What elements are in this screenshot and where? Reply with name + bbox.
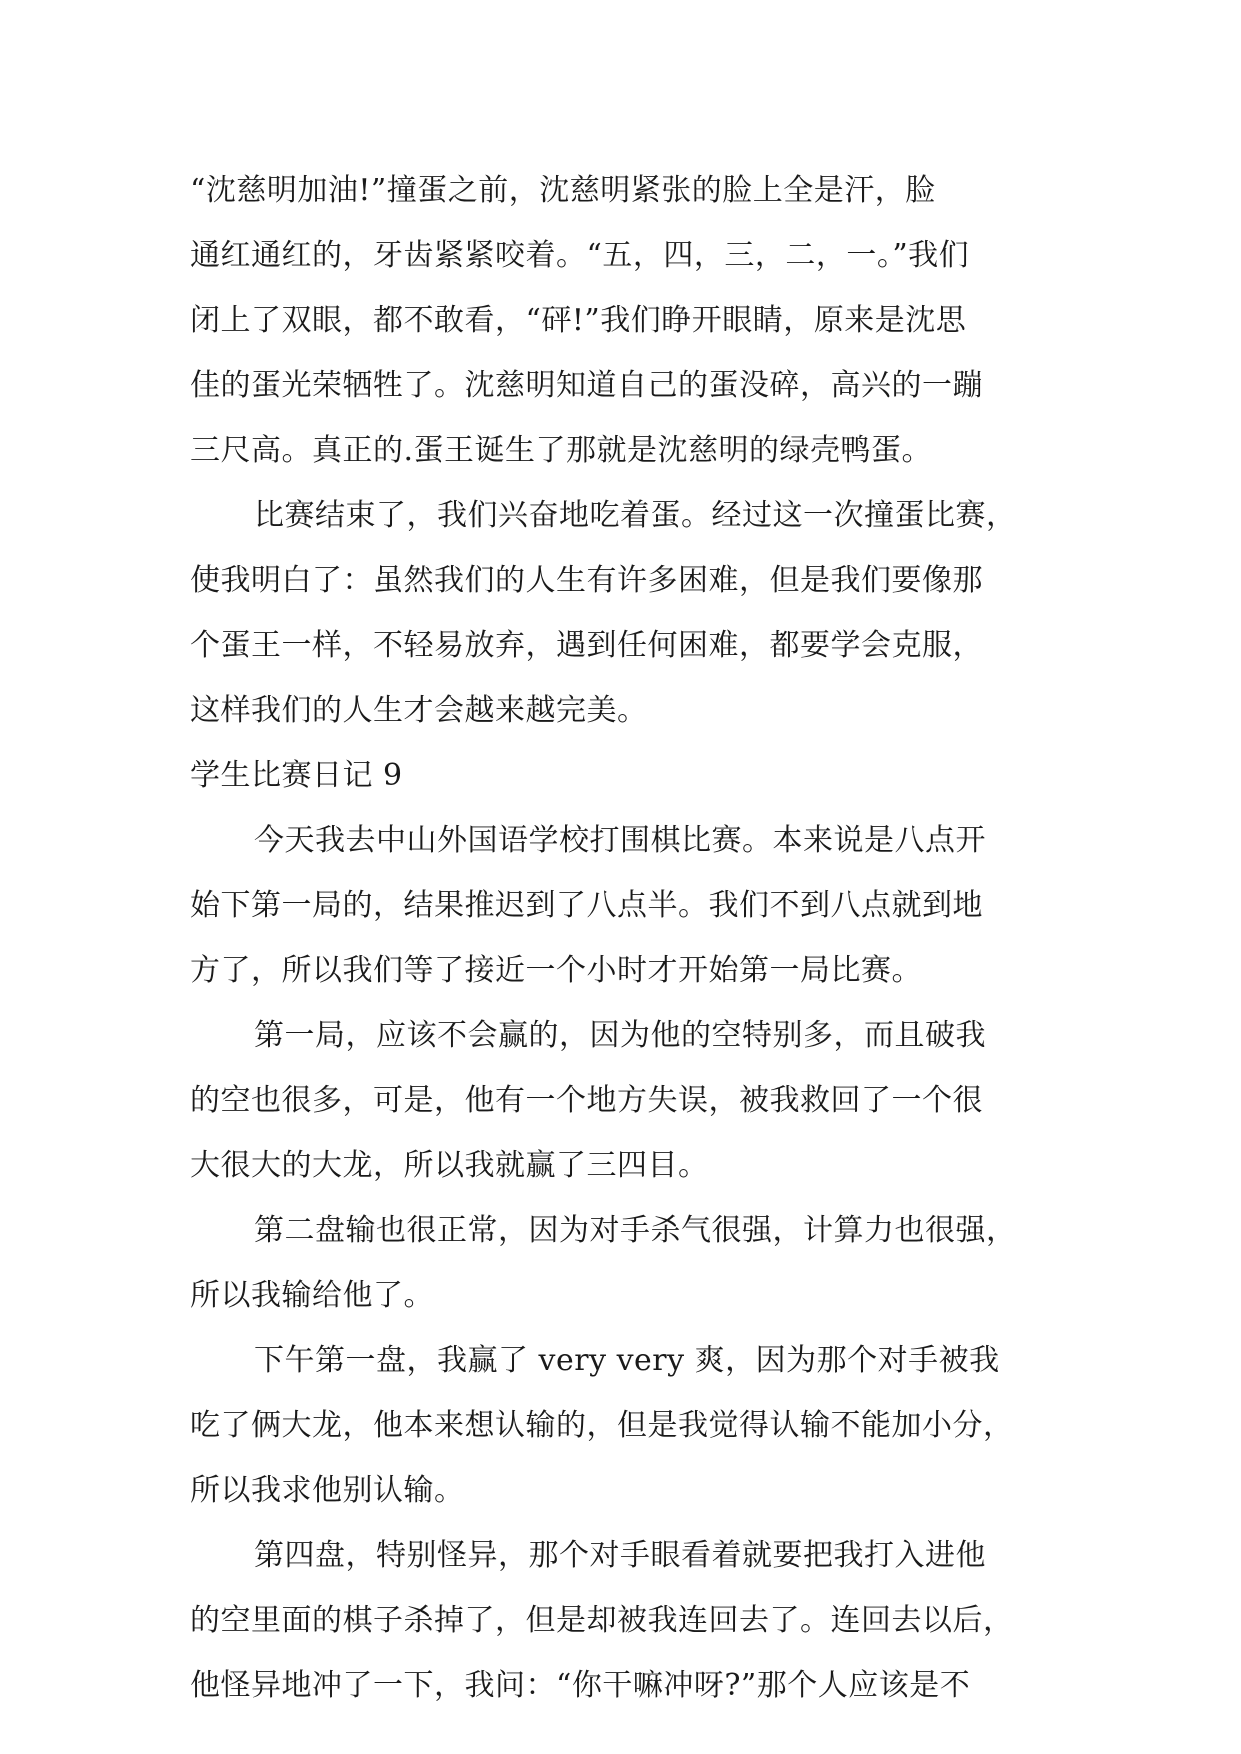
text-line: 吃了俩大龙，他本来想认输的，但是我觉得认输不能加小分， <box>190 1408 1014 1443</box>
paragraph-first-line: 今天我去中山外国语学校打围棋比赛。本来说是八点开 <box>254 823 986 858</box>
text-line: 始下第一局的，结果推迟到了八点半。我们不到八点就到地 <box>190 888 983 923</box>
text-line: 个蛋王一样，不轻易放弃，遇到任何困难，都要学会克服， <box>190 628 983 663</box>
paragraph-first-line: 第一局，应该不会赢的，因为他的空特别多，而且破我 <box>254 1018 986 1053</box>
paragraph-first-line: 第四盘，特别怪异，那个对手眼看着就要把我打入进他 <box>254 1538 986 1573</box>
text-line: 的空也很多，可是，他有一个地方失误，被我救回了一个很 <box>190 1083 983 1118</box>
document-body <box>190 158 1070 1718</box>
paragraph-first-line: 比赛结束了，我们兴奋地吃着蛋。经过这一次撞蛋比赛， <box>254 498 1017 533</box>
text-line: 所以我输给他了。 <box>190 1278 434 1313</box>
text-line: 方了，所以我们等了接近一个小时才开始第一局比赛。 <box>190 953 922 988</box>
text-line: 的空里面的棋子杀掉了，但是却被我连回去了。连回去以后， <box>190 1603 1014 1638</box>
text-line: 三尺高。真正的.蛋王诞生了那就是沈慈明的绿壳鸭蛋。 <box>190 433 933 468</box>
text-line: 使我明白了：虽然我们的人生有许多困难，但是我们要像那 <box>190 563 983 598</box>
text-line: 佳的蛋光荣牺牲了。沈慈明知道自己的蛋没碎，高兴的一蹦 <box>190 368 983 403</box>
text-line: 闭上了双眼，都不敢看，“砰!”我们睁开眼睛，原来是沈思 <box>190 303 967 338</box>
text-line: 通红通红的，牙齿紧紧咬着。“五，四，三，二，一。”我们 <box>190 238 970 273</box>
text-line: “沈慈明加油!”撞蛋之前，沈慈明紧张的脸上全是汗，脸 <box>190 173 936 208</box>
text-line: 他怪异地冲了一下，我问：“你干嘛冲呀?”那个人应该是不 <box>190 1668 971 1703</box>
text-line: 这样我们的人生才会越来越完美。 <box>190 693 648 728</box>
text-line: 所以我求他别认输。 <box>190 1473 465 1508</box>
paragraph-first-line: 第二盘输也很正常，因为对手杀气很强，计算力也很强， <box>254 1213 1017 1248</box>
paragraph-first-line: 下午第一盘，我赢了 very very 爽，因为那个对手被我 <box>254 1343 1000 1378</box>
section-title: 学生比赛日记 9 <box>190 758 403 793</box>
text-line: 大很大的大龙，所以我就赢了三四目。 <box>190 1148 709 1183</box>
